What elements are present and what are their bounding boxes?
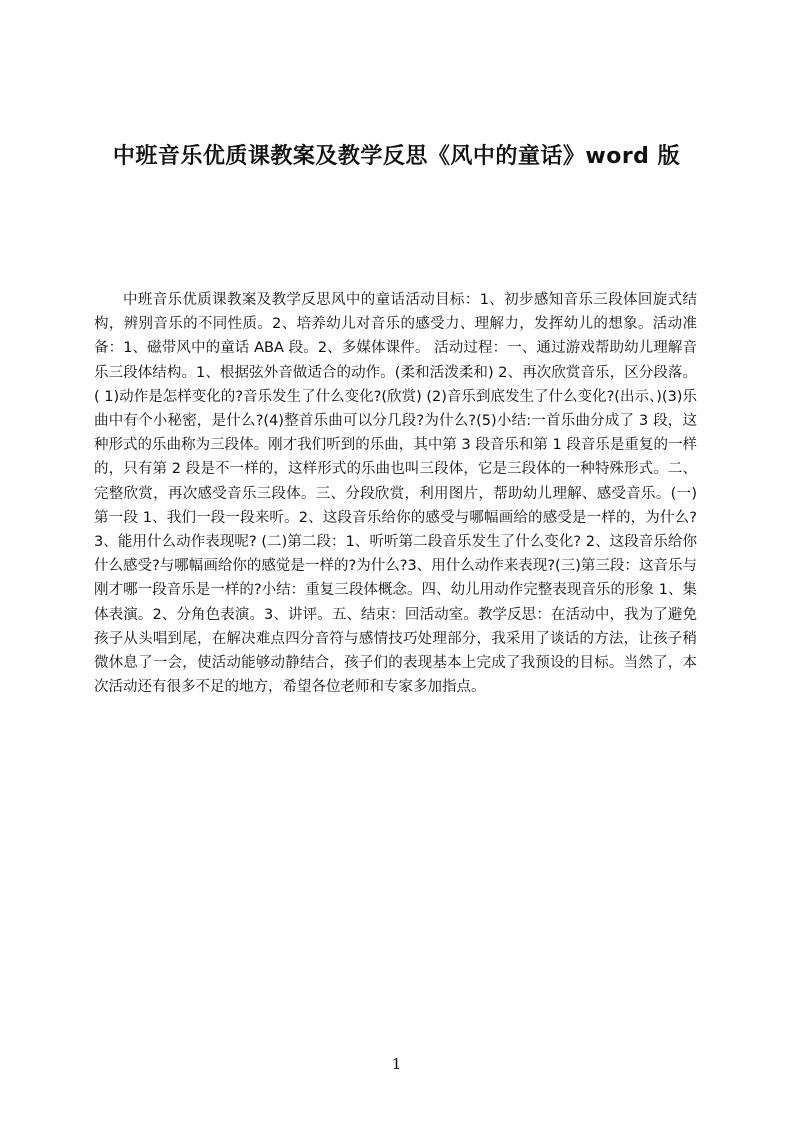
page-number: 1	[391, 1055, 402, 1073]
document-title: 中班音乐优质课教案及教学反思《风中的童话》word 版	[112, 144, 681, 169]
document-body: 中班音乐优质课教案及教学反思风中的童话活动目标：1、初步感知音乐三段体回旋式结构，辨别音乐的不同性质。2、培养幼儿对音乐的感受力、理解力，发挥幼儿的想象。活动准备：1、磁带风中的童话 ABA 段。2、多媒体课件。 活动过程：一、通过游戏帮助幼儿理解音乐三段体结构。1、根据弦外音做适合的动作。(柔和活泼柔和) 2、再次欣赏音乐，区分段落。( 1)动作是怎样变化的?音乐发生了什么变化?(欣赏) (2)音乐到底发生了什么变化?(出示、)(3)乐曲中有个小秘密，是什么?(4)整首乐曲可以分几段?为什么?(5)小结:一首乐曲分成了 3 段，这种形式的乐曲称为三段体。刚才我们听到的乐曲，其中第 3 段音乐和第 1 段音乐是重复的一样的，只有第 2 段是不一样的，这样形式的乐曲也叫三段体，它是三段体的一种特殊形式。二、完整欣赏，再次感受音乐三段体。三、分段欣赏，利用图片，帮助幼儿理解、感受音乐。(一)第一段 1、我们一段一段来听。2、这段音乐给你的感受与哪幅画给的感受是一样的，为什么? 3、能用什么动作表现呢? (二)第二段：1、听听第二段音乐发生了什么变化? 2、这段音乐给你什么感受?与哪幅画给你的感觉是一样的?为什么?3、用什么动作来表现?(三)第三段：这音乐与刚才哪一段音乐是一样的?小结：重复三段体概念。四、幼儿用动作完整表现音乐的形象 1、集体表演。2、分角色表演。3、讲评。五、结束：回活动室。教学反思：在活动中，我为了避免孩子从头唱到尾，在解决难点四分音符与感情技巧处理部分，我采用了谈话的方法，让孩子稍微休息了一会，使活动能够动静结合，孩子们的表现基本上完成了我预设的目标。当然了，本次活动还有很多不足的地方，希望各位老师和专家多加指点。	[94, 292, 697, 696]
